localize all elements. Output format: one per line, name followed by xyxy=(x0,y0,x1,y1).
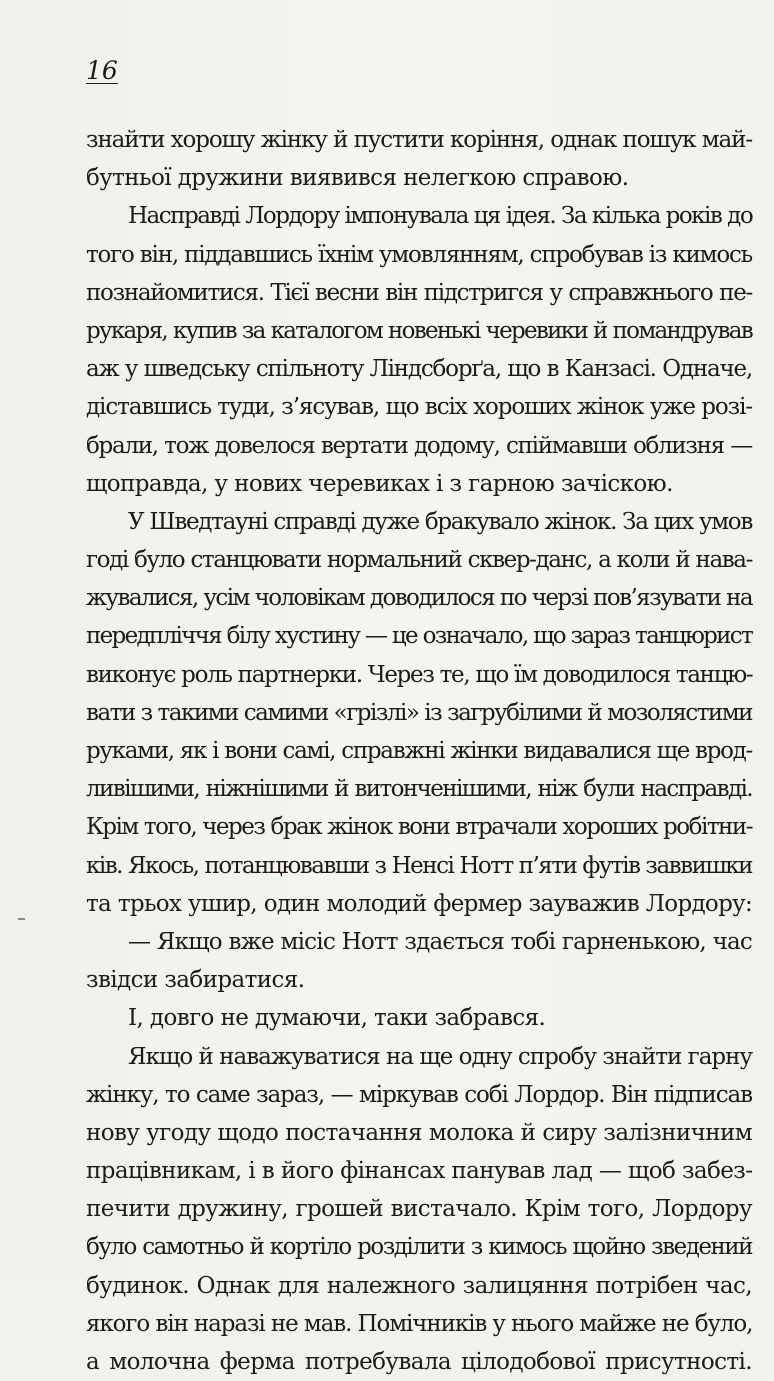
body-text xyxy=(86,121,752,1381)
text-line: ків. Якось, потанцювавши з Ненсі Нотт п’яти футів заввишки xyxy=(86,852,752,879)
text-line: Крім того, через брак жінок вони втрачали хороших робітни- xyxy=(86,814,752,841)
text-line: годі було станцювати нормальний сквер-данс, а коли й нава- xyxy=(86,547,752,574)
text-line: руками, як і вони самі, справжні жінки видавалися ще врод- xyxy=(86,738,752,764)
text-line: якого він наразі не мав. Помічників у нього майже не було, xyxy=(86,1310,753,1337)
text-line: Насправді Лордору імпонувала ця ідея. За кілька років до xyxy=(128,203,753,230)
text-line: Якщо й наважуватися на ще одну спробу знайти гарну xyxy=(128,1043,752,1070)
text-line: ливішими, ніжнішими й витонченішими, ніж були насправді. xyxy=(86,776,752,803)
text-line: щоправда, у нових черевиках і з гарною зачіскою. xyxy=(86,470,673,497)
text-line: передпліччя білу хустину — це означало, що зараз танцюрист xyxy=(86,623,752,650)
text-line: бутньої дружини виявився нелегкою справою. xyxy=(86,165,629,192)
text-line: вати з такими самими «грізлі» із загрубілими й мозолястими xyxy=(86,699,752,726)
text-line: І, довго не думаючи, таки забрався. xyxy=(128,1005,546,1032)
text-line: жувалися, усім чоловікам доводилося по черзі пов’язувати на xyxy=(86,585,752,612)
text-line: виконує роль партнерки. Через те, що їм доводилося танцю- xyxy=(86,661,753,688)
text-line: печити дружину, грошей вистачало. Крім того, Лордору xyxy=(86,1196,752,1223)
page-mark xyxy=(18,918,25,920)
text-line: працівникам, і в його фінансах панував лад — щоб забез- xyxy=(86,1158,753,1185)
text-line: нову угоду щодо постачання молока й сиру залізничним xyxy=(86,1119,752,1146)
text-line: та трьох ушир, один молодий фермер зауважив Лордору: xyxy=(86,890,752,917)
text-line: будинок. Однак для належного залицяння потрібен час, xyxy=(86,1272,752,1299)
text-line: звідси забиратися. xyxy=(86,967,305,994)
text-line: того він, піддавшись їхнім умовлянням, спробував із кимось xyxy=(86,241,752,268)
text-line: познайомитися. Тієї весни він підстригся у справжнього пе- xyxy=(86,279,752,306)
page-number: 16 xyxy=(86,56,118,85)
text-line: знайти хорошу жінку й пустити коріння, однак пошук май- xyxy=(86,127,752,153)
text-line: аж у шведську спільноту Ліндсборґа, що в Канзасі. Одначе, xyxy=(86,356,752,383)
text-line: діставшись туди, з’ясував, що всіх хороших жінок уже розі- xyxy=(86,394,752,421)
text-line: рукаря, купив за каталогом новенькі черевики й помандрував xyxy=(86,317,752,344)
text-line: У Шведтауні справді дуже бракувало жінок. За цих умов xyxy=(128,508,752,535)
text-line: жінку, то саме зараз, — міркував собі Лордор. Він підписав xyxy=(86,1081,752,1108)
text-line: а молочна ферма потребувала цілодобової присутності. xyxy=(86,1349,752,1375)
text-line: було самотньо й кортіло розділити з кимось щойно зведений xyxy=(86,1234,752,1261)
text-line: брали, тож довелося вертати додому, спіймавши облизня — xyxy=(86,432,752,459)
text-line: — Якщо вже місіс Нотт здається тобі гарненькою, час xyxy=(128,928,752,955)
